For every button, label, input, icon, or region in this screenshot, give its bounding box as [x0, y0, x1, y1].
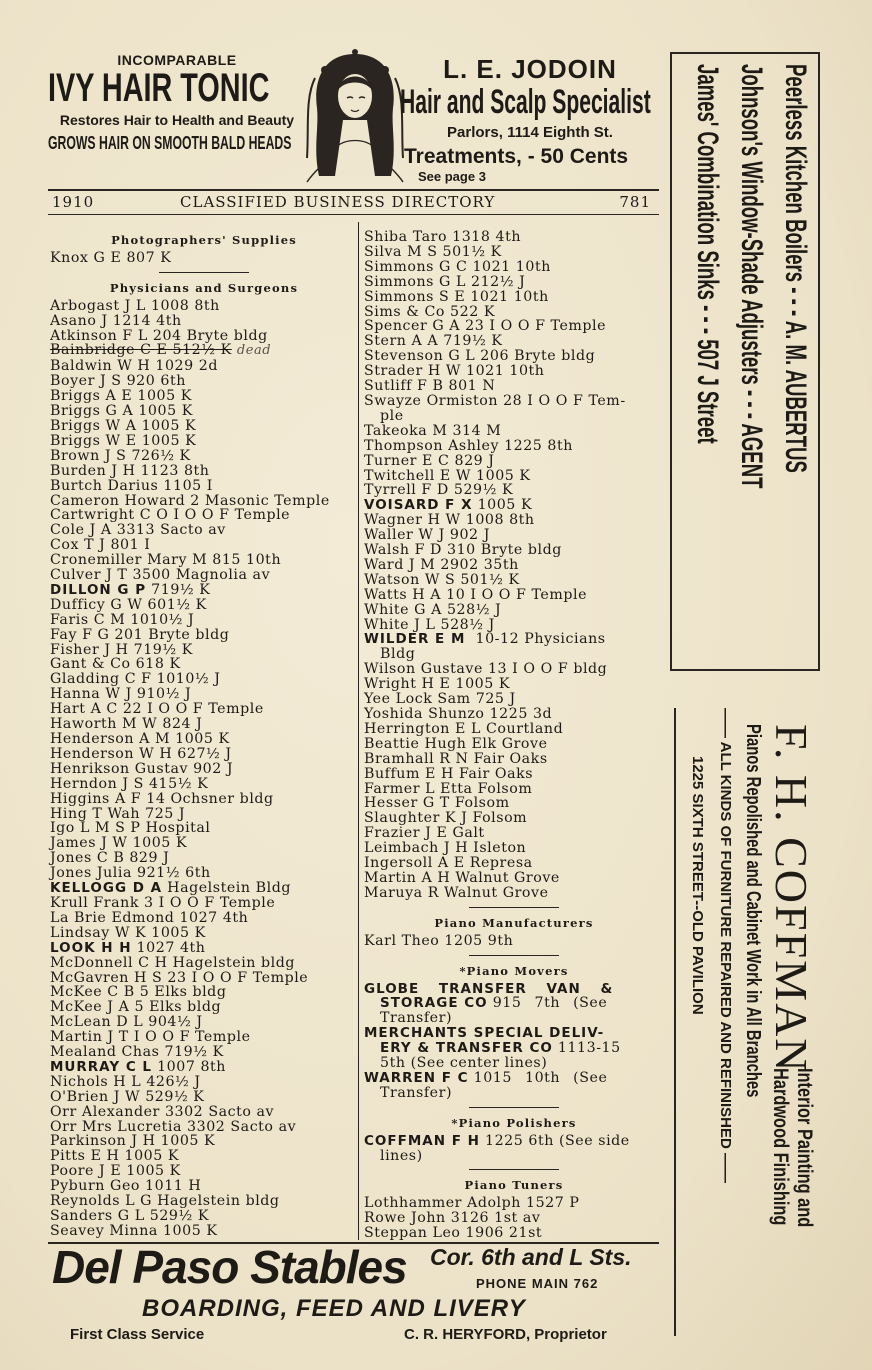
list-item: Asano J 1214 4th: [50, 312, 182, 329]
list-item: Spencer G A 23 I O O F Temple: [364, 318, 607, 335]
list-item: Brown J S 726½ K: [50, 447, 191, 464]
list-item: Atkinson F L 204 Bryte bldg: [50, 327, 268, 344]
delpaso-service: First Class Service: [70, 1326, 205, 1343]
list-item: Simmons S E 1021 10th: [364, 288, 549, 305]
list-item: Martin A H Walnut Grove: [364, 869, 560, 886]
address: Hagelstein Bldg: [167, 880, 291, 897]
list-item: O'Brien J W 529½ K: [50, 1088, 205, 1105]
list-item: Leimbach J H Isleton: [364, 840, 527, 857]
section-heading-piano-tuners: Piano Tuners: [464, 1178, 564, 1193]
list-item-continuation: 5th (See center lines): [380, 1055, 548, 1072]
list-item: Martin J T I O O F Temple: [50, 1029, 251, 1046]
delpaso-name: Del Paso Stables: [52, 1241, 407, 1293]
list-item: Stern A A 719½ K: [364, 333, 503, 350]
section-divider: [469, 907, 559, 908]
list-item-struck: [50, 343, 358, 359]
list-item-bold: [364, 1071, 664, 1086]
header-rule-top: [48, 189, 659, 191]
list-item: Slaughter K J Folsom: [364, 810, 528, 827]
list-item-continuation: Transfer): [380, 1010, 453, 1027]
list-item: Sims & Co 522 K: [364, 303, 495, 320]
list-item: Waller W J 902 J: [364, 527, 490, 544]
list-item-continuation: Bldg: [380, 646, 416, 663]
list-item: Strader H W 1021 10th: [364, 363, 545, 380]
coffman-line-3: Pianos Repolished and Cabinet Work in All Branches: [742, 724, 764, 1098]
list-item: Wright H E 1005 K: [364, 676, 511, 693]
list-item: Herndon J S 415½ K: [50, 775, 209, 792]
list-item: McLean D L 904½ J: [50, 1014, 203, 1031]
section-divider: [159, 272, 249, 273]
list-item: Hing T Wah 725 J: [50, 805, 186, 822]
list-item: Faris C M 1010½ J: [50, 611, 195, 628]
list-item: Walsh F D 310 Bryte bldg: [364, 542, 562, 559]
list-item-bold: [364, 498, 664, 513]
delpaso-corner: Cor. 6th and L Sts.: [430, 1244, 632, 1270]
list-item: Jones Julia 921½ 6th: [50, 865, 211, 882]
list-item: White J L 528½ J: [364, 616, 495, 633]
header-page-number: 781: [619, 193, 651, 211]
bold-name: WARREN F C: [364, 1069, 469, 1086]
list-item: Cox T J 801 I: [50, 537, 151, 554]
delpaso-proprietor: C. R. HERYFORD, Proprietor: [404, 1326, 607, 1343]
aubertus-ad: [670, 52, 820, 671]
ivy-subtitle: Restores Hair to Health and Beauty: [59, 112, 295, 128]
coffman-ad: [674, 708, 818, 1336]
address: 1225 6th (See side: [485, 1132, 630, 1149]
list-item-bold: [364, 982, 664, 997]
address: 1015 10th (See: [473, 1069, 608, 1086]
coffman-line-5: 1225 SIXTH STREET--OLD PAVILION: [689, 756, 706, 1015]
list-item-bold: [50, 583, 358, 598]
list-item: Watts H A 10 I O O F Temple: [364, 586, 588, 603]
list-item: Yee Lock Sam 725 J: [364, 691, 516, 708]
list-item: Culver J T 3500 Magnolia av: [50, 567, 271, 584]
list-item: Farmer L Etta Folsom: [364, 780, 533, 797]
list-item: Cronemiller Mary M 815 10th: [50, 552, 282, 569]
bold-name: GLOBE TRANSFER VAN &: [364, 980, 614, 997]
list-item: Karl Theo 1205 9th: [364, 932, 514, 949]
bold-name: COFFMAN F H: [364, 1132, 480, 1149]
list-item: Seavey Minna 1005 K: [50, 1222, 218, 1239]
jodoin-specialty: Hair and Scalp Specialist: [400, 83, 651, 121]
list-item: Tyrrell F D 529½ K: [364, 482, 514, 499]
header-title: CLASSIFIED BUSINESS DIRECTORY: [180, 193, 496, 211]
list-item: Cameron Howard 2 Masonic Temple: [50, 492, 330, 509]
header-year: 1910: [52, 193, 95, 211]
list-item: Lindsay W K 1005 K: [50, 924, 206, 941]
page-header: [48, 193, 659, 213]
list-item: Wilson Gustave 13 I O O F bldg: [364, 661, 608, 678]
column-right: [364, 230, 664, 1241]
list-item: Krull Frank 3 I O O F Temple: [50, 894, 276, 911]
list-item: Rowe John 3126 1st av: [364, 1210, 541, 1227]
section-heading-physicians: Physicians and Surgeons: [109, 280, 299, 295]
bold-name: MERCHANTS SPECIAL DELIV-: [364, 1025, 605, 1042]
list-item: Bramhall R N Fair Oaks: [364, 750, 548, 767]
list-item: Wagner H W 1008 8th: [364, 512, 535, 529]
list-item: Ingersoll A E Represa: [364, 855, 533, 872]
list-item: Higgins A F 14 Ochsner bldg: [50, 790, 274, 807]
list-item: Hart A C 22 I O O F Temple: [50, 701, 264, 718]
list-item: Watson W S 501½ K: [364, 571, 520, 588]
list-item-continuation: [364, 1041, 664, 1056]
ivy-title: IVY HAIR TONIC: [48, 66, 270, 110]
list-item: Pitts E H 1005 K: [50, 1148, 180, 1165]
list-item: La Brie Edmond 1027 4th: [50, 909, 249, 926]
list-item: Burtch Darius 1105 I: [50, 477, 213, 494]
ivy-grows-hair: GROWS HAIR ON SMOOTH BALD HEADS: [48, 133, 292, 153]
list-item: McDonnell C H Hagelstein bldg: [50, 954, 296, 971]
column-divider: [358, 222, 359, 1240]
list-item: Igo L M S P Hospital: [50, 820, 211, 837]
list-item-bold: [364, 1134, 664, 1149]
bold-name: KELLOGG D A: [50, 880, 163, 897]
list-item: Buffum E H Fair Oaks: [364, 765, 534, 782]
bold-name: ERY & TRANSFER CO: [380, 1040, 553, 1057]
list-item: Baldwin W H 1029 2d: [50, 358, 218, 375]
list-item: Simmons G C 1021 10th: [364, 258, 551, 275]
address: 1113-15: [557, 1040, 621, 1057]
list-item: Simmons G L 212½ J: [364, 273, 526, 290]
list-item-bold: [50, 881, 358, 896]
jodoin-name: L. E. JODOIN: [443, 54, 617, 84]
list-item: McGavren H S 23 I O O F Temple: [50, 969, 309, 986]
section-heading-piano-manufacturers: Piano Manufacturers: [434, 915, 594, 930]
list-item: Jones C B 829 J: [50, 850, 170, 867]
section-divider: [469, 955, 559, 956]
list-item: Knox G E 807 K: [50, 249, 172, 266]
list-item-bold: [50, 941, 358, 956]
jodoin-parlors: Parlors, 1114 Eighth St.: [447, 124, 613, 141]
list-item: Briggs G A 1005 K: [50, 403, 193, 420]
coffman-line-1: Interior Painting and: [793, 1068, 816, 1228]
list-item-continuation: lines): [380, 1147, 423, 1164]
list-item: Silva M S 501½ K: [364, 243, 502, 260]
bold-name: MURRAY C L: [50, 1058, 153, 1075]
bold-name: VOISARD F X: [364, 497, 473, 514]
jodoin-see-page: See page 3: [418, 169, 486, 184]
list-item: White G A 528½ J: [364, 601, 502, 618]
list-item: Herrington E L Courtland: [364, 720, 564, 737]
list-item-continuation: Transfer): [380, 1084, 453, 1101]
list-item: Burden J H 1123 8th: [50, 462, 210, 479]
list-item: Maruya R Walnut Grove: [364, 884, 549, 901]
ivy-incomparable: INCOMPARABLE: [117, 52, 237, 68]
list-item: Briggs W E 1005 K: [50, 432, 197, 449]
list-item: Parkinson J H 1005 K: [50, 1133, 216, 1150]
list-item: Fay F G 201 Bryte bldg: [50, 626, 230, 643]
list-item: Thompson Ashley 1225 8th: [364, 437, 573, 454]
list-item: Stevenson G L 206 Bryte bldg: [364, 348, 596, 365]
list-item: Yoshida Shunzo 1225 3d: [364, 706, 553, 722]
delpaso-boarding: BOARDING, FEED AND LIVERY: [142, 1295, 526, 1322]
list-item: Dufficy G W 601½ K: [50, 596, 207, 613]
list-item: Henderson A M 1005 K: [50, 731, 230, 747]
jodoin-treatments: Treatments, - 50 Cents: [404, 145, 629, 168]
coffman-line-2: Hardwood Finishing: [769, 1068, 792, 1226]
section-heading-piano-movers: *Piano Movers: [459, 963, 569, 978]
coffman-line-4: —— ALL KINDS OF FURNITURE REPAIRED AND REFINISHED ——: [717, 708, 734, 1184]
bold-name: STORAGE CO: [380, 995, 488, 1012]
list-item: Boyer J S 920 6th: [50, 373, 186, 390]
list-item: Gant & Co 618 K: [50, 656, 181, 673]
list-item: Henrikson Gustav 902 J: [50, 760, 234, 777]
list-item: Mealand Chas 719½ K: [50, 1044, 224, 1061]
jodoin-ad: [400, 54, 660, 189]
list-item: Orr Alexander 3302 Sacto av: [50, 1103, 275, 1120]
header-rule-bottom: [48, 214, 659, 215]
list-item: Reynolds L G Hagelstein bldg: [50, 1193, 280, 1210]
list-item: Takeoka M 314 M: [364, 422, 502, 439]
list-item: Fisher J H 719½ K: [50, 641, 193, 658]
list-item: Ward J M 2902 35th: [364, 556, 519, 573]
struck-entry: Bainbridge C E 512½ K: [50, 342, 232, 359]
list-item: Hanna W J 910½ J: [50, 686, 192, 703]
list-item-bold: [364, 632, 664, 647]
section-heading-photographers-supplies: Photographers' Supplies: [111, 233, 297, 247]
list-item-bold: [50, 1060, 358, 1075]
list-item: Sutliff F B 801 N: [364, 378, 496, 395]
coffman-name: F. H. COFFMAN: [766, 724, 817, 1074]
list-item: Swayze Ormiston 28 I O O F Tem-: [364, 392, 626, 409]
list-item: Arbogast J L 1008 8th: [50, 297, 220, 314]
list-item: Steppan Leo 1906 21st: [364, 1225, 543, 1242]
list-item: Gladding C F 1010½ J: [50, 671, 221, 688]
woman-portrait-illustration: [305, 48, 405, 186]
handwritten-note: dead: [236, 343, 272, 359]
column-left: [50, 230, 358, 1239]
address: 1005 K: [477, 497, 533, 514]
list-item: Henderson W H 627½ J: [50, 745, 232, 762]
address: 10-12 Physicians: [475, 631, 606, 648]
list-item: Poore J E 1005 K: [50, 1163, 181, 1180]
address: 915 7th (See: [492, 995, 608, 1012]
list-item: Frazier J E Galt: [364, 825, 485, 842]
list-item-continuation: [364, 996, 664, 1011]
aubertus-line-3: James' Combination Sinks - - - 507 J Street: [691, 64, 724, 444]
aubertus-line-1: Peerless Kitchen Boilers - - - A. M. AUBERTUS: [779, 64, 812, 473]
address: 719½ K: [151, 581, 211, 598]
aubertus-line-2: Johnson's Window-Shade Adjusters - - - AGENT: [735, 64, 768, 489]
list-item: Sanders G L 529½ K: [50, 1208, 209, 1224]
list-item: Briggs W A 1005 K: [50, 417, 197, 434]
list-item-continuation: ple: [380, 407, 404, 424]
list-item: Cole J A 3313 Sacto av: [50, 522, 226, 539]
list-item: Lothhammer Adolph 1527 P: [364, 1195, 580, 1212]
delpaso-phone: PHONE MAIN 762: [476, 1276, 599, 1291]
bold-name: DILLON G P: [50, 581, 147, 598]
section-divider: [469, 1169, 559, 1170]
list-item: Orr Mrs Lucretia 3302 Sacto av: [50, 1118, 297, 1135]
list-item: McKee C B 5 Elks bldg: [50, 984, 227, 1001]
list-item: Beattie Hugh Elk Grove: [364, 735, 548, 752]
list-item: Cartwright C O I O O F Temple: [50, 507, 291, 524]
address: 1027 4th: [136, 939, 206, 956]
address: 1007 8th: [157, 1058, 226, 1075]
section-heading-piano-polishers: *Piano Polishers: [451, 1115, 577, 1130]
list-item-bold: [364, 1026, 664, 1041]
list-item: Briggs A E 1005 K: [50, 388, 192, 405]
list-item: Shiba Taro 1318 4th: [364, 229, 522, 245]
section-divider: [469, 1107, 559, 1108]
list-item: Haworth M W 824 J: [50, 716, 203, 733]
list-item: Hesser G T Folsom: [364, 795, 510, 812]
list-item: James J W 1005 K: [50, 835, 188, 852]
bold-name: WILDER E M: [364, 631, 466, 648]
list-item: Nichols H L 426½ J: [50, 1073, 201, 1090]
bold-name: LOOK H H: [50, 939, 132, 956]
list-item: Twitchell E W 1005 K: [364, 467, 531, 484]
list-item: Pyburn Geo 1011 H: [50, 1178, 202, 1195]
list-item: McKee J A 5 Elks bldg: [50, 999, 222, 1016]
ivy-hair-tonic-ad: [48, 50, 306, 185]
list-item: Turner E C 829 J: [364, 452, 495, 469]
